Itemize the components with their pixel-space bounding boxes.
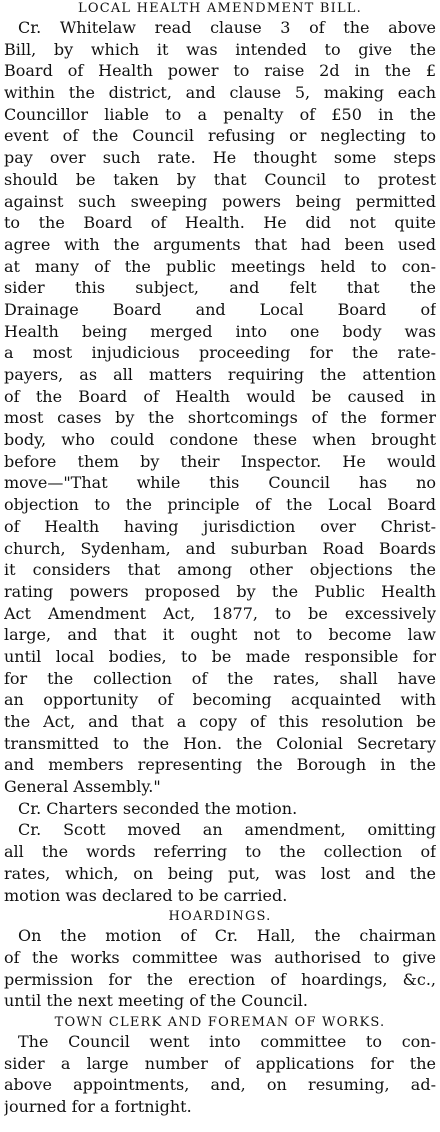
text-line: it considers that among other objections the	[4, 560, 436, 580]
text-line: transmitted to the Hon. the Colonial Secretary	[4, 733, 436, 753]
text-line: body, who could condone these when brought	[4, 430, 436, 450]
text-line: of the works committee was authorised to give	[4, 947, 436, 967]
text-line: pay over such rate. He thought some steps	[4, 148, 436, 168]
text-line: an opportunity of becoming acquainted with	[4, 690, 436, 710]
paragraph-hoardings	[4, 925, 436, 1012]
text-line: before them by their Inspector. He would	[4, 451, 436, 471]
text-line: General Assembly."	[4, 777, 161, 797]
section-heading-hoardings: HOARDINGS.	[168, 909, 272, 925]
text-line: Act Amendment Act, 1877, to be excessively	[4, 603, 436, 623]
text-line: motion was declared to be carried.	[4, 885, 288, 905]
text-line: payers, as all matters requiring the attention	[4, 365, 436, 384]
text-line: large, and that it ought not to become law	[4, 625, 436, 645]
text-line: above appointments, and, on resuming, ad-	[4, 1075, 436, 1095]
text-line: agree with the arguments that had been used	[4, 234, 436, 254]
text-line: until local bodies, to be made responsible for	[4, 646, 436, 666]
section-heading-local-health: LOCAL HEALTH AMENDMENT BILL.	[78, 1, 362, 16]
text-line: should be taken by that Council to protest	[4, 169, 436, 189]
text-line: sider a large number of applications for the	[4, 1053, 436, 1073]
text-line: the Act, and that a copy of this resolution be	[4, 712, 436, 731]
text-line: Health being merged into one body was	[4, 321, 436, 341]
text-line: and members representing the Borough in the	[4, 755, 436, 775]
text-line: rates, which, on being put, was lost and the	[4, 863, 436, 883]
text-line: sider this subject, and felt that the	[4, 278, 436, 298]
text-line: Cr. Scott moved an amendment, omitting	[18, 820, 436, 840]
text-line: church, Sydenham, and suburban Road Boards	[4, 538, 436, 558]
text-line: rating powers proposed by the Public Health	[4, 581, 436, 601]
text-line: to the Board of Health. He did not quite	[4, 213, 436, 233]
newspaper-column	[4, 0, 436, 1118]
text-line: The Council went into committee to con-	[18, 1031, 436, 1051]
text-line: all the words referring to the collection of	[4, 842, 436, 862]
text-line: Cr. Charters seconded the motion.	[18, 798, 298, 818]
text-line: permission for the erection of hoardings, &c.,	[4, 969, 436, 989]
paragraph-whitelaw	[4, 17, 436, 798]
text-line: Bill, by which it was intended to give the	[4, 39, 436, 59]
text-line: within the district, and clause 5, making each	[4, 83, 436, 103]
text-line: objection to the principle of the Local Board	[4, 495, 436, 515]
text-line: at many of the public meetings held to con-	[4, 256, 436, 276]
text-line: event of the Council refusing or neglecting to	[4, 126, 436, 146]
text-line: most cases by the shortcomings of the former	[4, 408, 436, 428]
paragraph-scott	[4, 819, 436, 906]
paragraph-charters	[4, 798, 436, 820]
text-line: On the motion of Cr. Hall, the chairman	[18, 926, 436, 946]
text-line: until the next meeting of the Council.	[4, 991, 308, 1011]
text-line: journed for a fortnight.	[4, 1097, 192, 1116]
text-line: for the collection of the rates, shall have	[4, 668, 436, 688]
paragraph-town-clerk	[4, 1031, 436, 1118]
text-line: of Health having jurisdiction over Christ-	[4, 516, 436, 536]
text-line: Drainage Board and Local Board of	[4, 299, 436, 319]
text-line: of the Board of Health would be caused in	[4, 386, 436, 406]
text-line: move—"That while this Council has no	[4, 473, 436, 493]
text-line: against such sweeping powers being permitted	[4, 191, 436, 211]
section-heading-town-clerk: TOWN CLERK AND FOREMAN OF WORKS.	[54, 1014, 386, 1030]
text-line: Councillor liable to a penalty of £50 in the	[4, 104, 436, 124]
text-line: Cr. Whitelaw read clause 3 of the above	[18, 18, 436, 37]
text-line: a most injudicious proceeding for the rate-	[4, 343, 436, 363]
text-line: Board of Health power to raise 2d in the £	[4, 61, 436, 81]
